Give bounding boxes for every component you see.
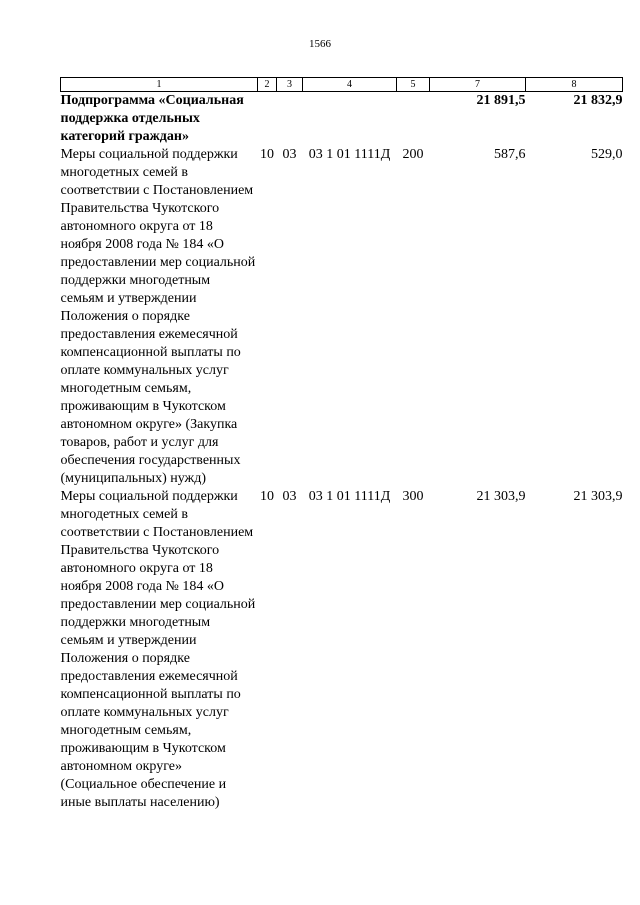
column-header-3: 3 [277,78,303,92]
table-row-measure-300 [61,488,623,812]
row-amount-actual: 529,0 [591,147,623,162]
row-amount-actual: 21 832,9 [573,93,623,108]
budget-table [60,77,623,812]
row-subsection [277,92,303,147]
column-header-2: 2 [258,78,277,92]
column-header-7: 7 [430,78,526,92]
row-section [258,92,277,147]
row-name: Подпрограмма «Социальная поддержка отдельных категорий граждан» [60,93,244,144]
row-amount-plan: 21 303,9 [476,489,526,504]
row-target-code: 03 1 01 1111Д [308,489,391,504]
row-section: 10 [260,489,274,504]
row-subsection: 03 [282,147,297,162]
row-target-code: 03 1 01 1111Д [308,147,391,162]
row-amount-plan: 587,6 [494,147,526,162]
row-amount-plan: 21 891,5 [476,93,526,108]
column-header-8: 8 [526,78,623,92]
table-header-row [61,78,623,92]
row-subsection: 03 [282,489,297,504]
column-header-4: 4 [303,78,397,92]
row-expense-type: 300 [402,489,424,504]
row-name: Меры социальной поддержки многодетных семей в соответствии с Постановлением Правительства Чукотского автономного округа от 18 ноября 2008 года № 184 «О предоставлении мер социальной поддержки многодетным семьям и утверждении Положения о порядке предоставления ежемесячной компенсационной выплаты по оплате коммунальных услуг многодетным семьям, проживающим в Чукотском автономном округе» (Закупка товаров, работ и услуг для обеспечения государственных (муниципальных) нужд) [60,147,256,486]
table-row-subprogram [61,92,623,147]
page-number: 1566 [309,38,331,50]
column-header-5: 5 [397,78,430,92]
row-name: Меры социальной поддержки многодетных семей в соответствии с Постановлением Правительства Чукотского автономного округа от 18 ноября 2008 года № 184 «О предоставлении мер социальной поддержки многодетным семьям и утверждении Положения о порядке предоставления ежемесячной компенсационной выплаты по оплате коммунальных услуг многодетным семьям, проживающим в Чукотском автономном округе» (Социальное обеспечение и иные выплаты населению) [60,489,256,810]
table-row-measure-200 [61,146,623,488]
row-expense-type: 200 [402,147,424,162]
row-target-code [303,92,397,147]
column-header-1: 1 [61,78,258,92]
row-amount-actual: 21 303,9 [573,489,623,504]
row-section: 10 [260,147,274,162]
row-expense-type [397,92,430,147]
